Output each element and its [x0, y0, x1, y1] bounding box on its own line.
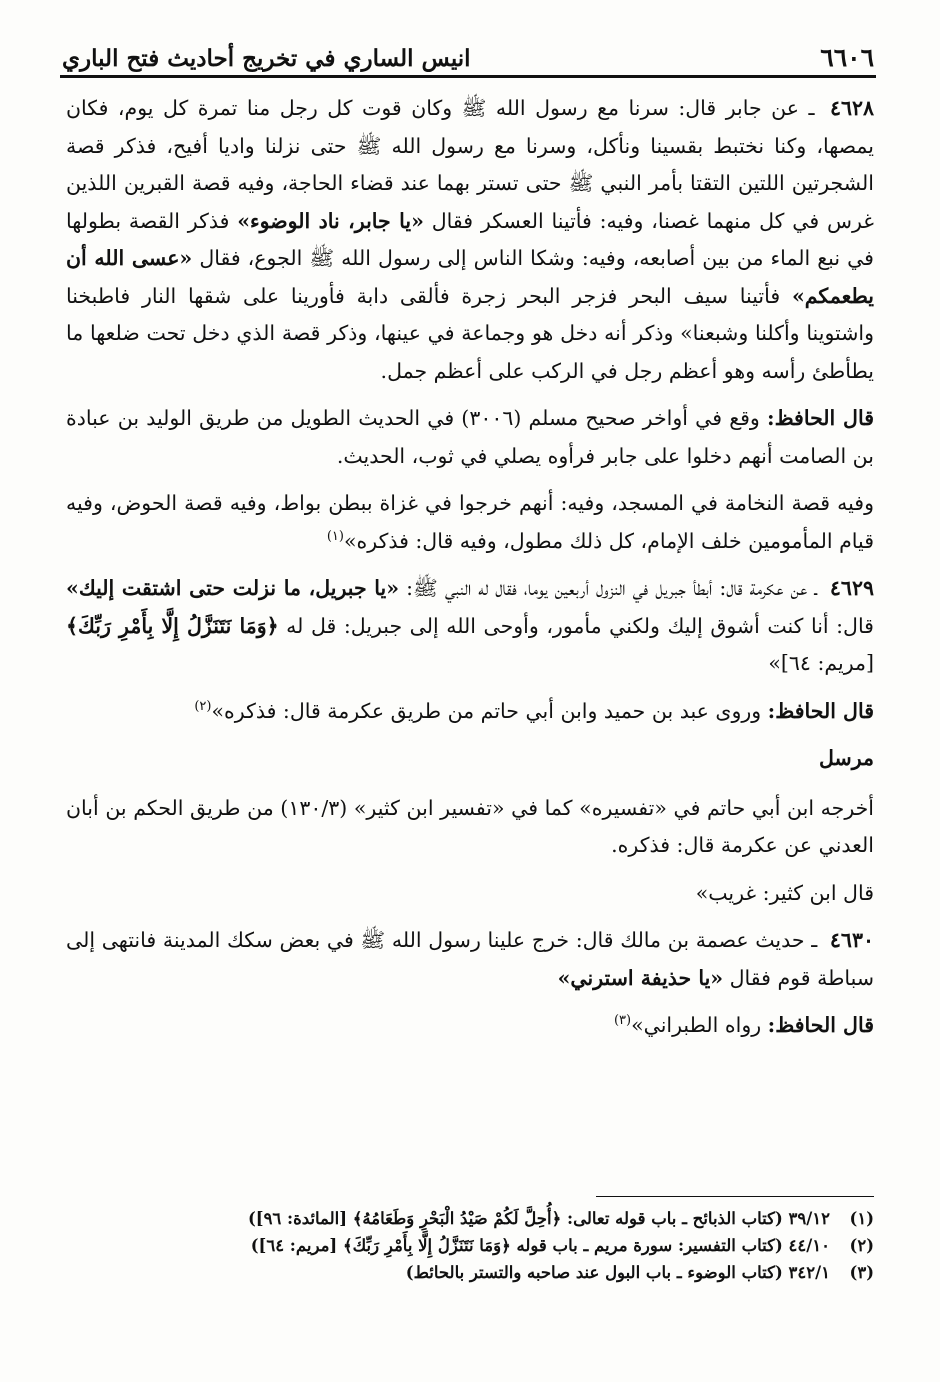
hadith-text: حديث عصمة بن مالك قال: خرج علينا رسول الله ﷺ في بعض سكك المدينة فانتهى إلى سباطة قوم فقال	[66, 928, 874, 990]
page-body	[66, 90, 874, 1055]
footnote-item	[66, 1205, 874, 1232]
hafiz-comment-3	[66, 1007, 874, 1045]
hafiz-text: وقع في أواخر صحيح مسلم (٣٠٠٦) في الحديث الطويل من طريق الوليد بن عبادة بن الصامت أنهم دخلوا على جابر فرأوه يصلي في ثوب، الحديث.	[66, 406, 874, 468]
footnotes	[66, 1205, 874, 1286]
hadith-dash: ـ	[814, 576, 817, 600]
hadith-text: عن عكرمة قال: أبطأ جبريل في النزول أربعين يوما، فقال له النبي ﷺ:	[406, 576, 808, 600]
paragraph	[66, 485, 874, 560]
hafiz-comment-2	[66, 693, 874, 731]
mursal-text: أخرجه ابن أبي حاتم في «تفسيره» كما في «تفسير ابن كثير» (١٣٠/٣) من طريق الحكم بن أبان العدني عن عكرمة قال: فذكره.	[66, 795, 874, 857]
hadith-4630	[66, 922, 874, 997]
hadith-text: عن جابر قال: سرنا مع رسول الله ﷺ وكان قوت كل رجل منا تمرة كل يوم، فكان يمصها، وكنا نختبط بقسينا ونأكل، وسرنا مع رسول الله ﷺ حتى نزلنا واديا أفيح، فذكر قصة الشجرتين اللتين التقتا بأمر النبي ﷺ حتى تستر بهما عند قضاء الحاجة، وفيه قصة القبرين اللذين غرس في كل منهما غصنا، وفيه: فأتينا العسكر فقال	[66, 96, 874, 233]
hadith-text: فذكر القصة بطولها في نبع الماء من بين أصابعه، وفيه: وشكا الناس إلى رسول الله ﷺ الجوع، فقال	[66, 208, 874, 270]
header-rule	[60, 75, 876, 78]
footnote-ref[interactable]: (٣)	[613, 1013, 632, 1029]
footnote-text: ٤٤/١٠ (كتاب التفسير: سورة مريم ـ باب قوله ﴿وَمَا نَتَنَزَّلُ إِلَّا بِأَمْرِ رَبِّكَ﴾ [مريم: ٦٤])	[250, 1236, 830, 1255]
footnote-ref[interactable]: (٢)	[194, 698, 212, 714]
hadith-number: ٤٦٢٨	[829, 96, 874, 120]
hadith-text: فأتينا سيف البحر فزجر البحر زجرة فألقى دابة فأورينا على شقها النار فاطبخنا واشتوينا وأكلنا وشبعنا» وذكر أنه دخل هو وجماعة في عينها، وذكر قصة الذي دخل تحت ضلعها ما يطأطئ رأسه وهو أعظم رجل في الركب على أعظم جمل.	[66, 283, 874, 383]
quran-reference: [مريم: ٦٤]»	[768, 651, 874, 675]
hadith-dash: ـ	[808, 96, 815, 120]
hadith-quote: «يا حذيفة استرني»	[557, 965, 724, 990]
hadith-4629	[66, 570, 874, 683]
hafiz-label: قال الحافظ:	[767, 406, 874, 430]
hadith-number: ٤٦٣٠	[829, 928, 874, 952]
hafiz-label: قال الحافظ:	[767, 1013, 874, 1037]
footnote-rule	[596, 1196, 874, 1197]
hadith-4628	[66, 90, 874, 390]
page-number: ٦٦٠٦	[820, 43, 874, 72]
hadith-dash: ـ	[811, 928, 818, 952]
quran-verse: ﴿وَمَا نَتَنَزَّلُ إِلَّا بِأَمْرِ رَبِّكَ﴾	[66, 613, 279, 638]
page-header	[62, 28, 874, 72]
footnote-number: (١)	[849, 1209, 874, 1228]
footnote-item	[66, 1232, 874, 1259]
running-title: انيس الساري في تخريج أحاديث فتح الباري	[62, 45, 471, 72]
hafiz-comment-1	[66, 400, 874, 475]
hafiz-text: وروى عبد بن حميد وابن أبي حاتم من طريق عكرمة قال: فذكره»	[211, 698, 762, 723]
hadith-quote: «يا جابر، ناد الوضوء»	[237, 208, 424, 233]
footnote-number: (٣)	[849, 1263, 874, 1282]
paragraph-text: وفيه قصة النخامة في المسجد، وفيه: أنهم خرجوا في غزاة ببطن بواط، وفيه قصة الحوض، وفيه قيام المأمومين خلف الإمام، كل ذلك مطول، وفيه قال: فذكره»	[66, 491, 874, 553]
footnote-text: ٣٩/١٢ (كتاب الذبائح ـ باب قوله تعالى: ﴿أُحِلَّ لَكُمْ صَيْدُ الْبَحْرِ وَطَعَامُهُ﴾ [المائدة: ٩٦])	[247, 1209, 830, 1228]
hadith-quote: «عسى الله أن يطعمكم»	[66, 246, 874, 308]
hadith-number: ٤٦٢٩	[829, 576, 874, 600]
hafiz-label: قال الحافظ:	[767, 698, 874, 723]
hadith-text: قال: أنا كنت أشوق إليك ولكني مأمور، وأوحى الله إلى جبريل: قل له	[286, 613, 874, 638]
footnote-item	[66, 1259, 874, 1286]
hadith-quote: «يا جبريل، ما نزلت حتى اشتقت إليك»	[66, 576, 400, 600]
footnote-text: ٣٤٢/١ (كتاب الوضوء ـ باب البول عند صاحبه والتستر بالحائط)	[405, 1263, 830, 1282]
footnote-ref[interactable]: (١)	[326, 528, 344, 544]
ibn-kathir-note: قال ابن كثير: غريب»	[695, 880, 874, 905]
hafiz-text: رواه الطبراني»	[631, 1013, 762, 1037]
mursal-heading: مرسل	[819, 746, 874, 770]
footnote-number: (٢)	[849, 1236, 874, 1255]
